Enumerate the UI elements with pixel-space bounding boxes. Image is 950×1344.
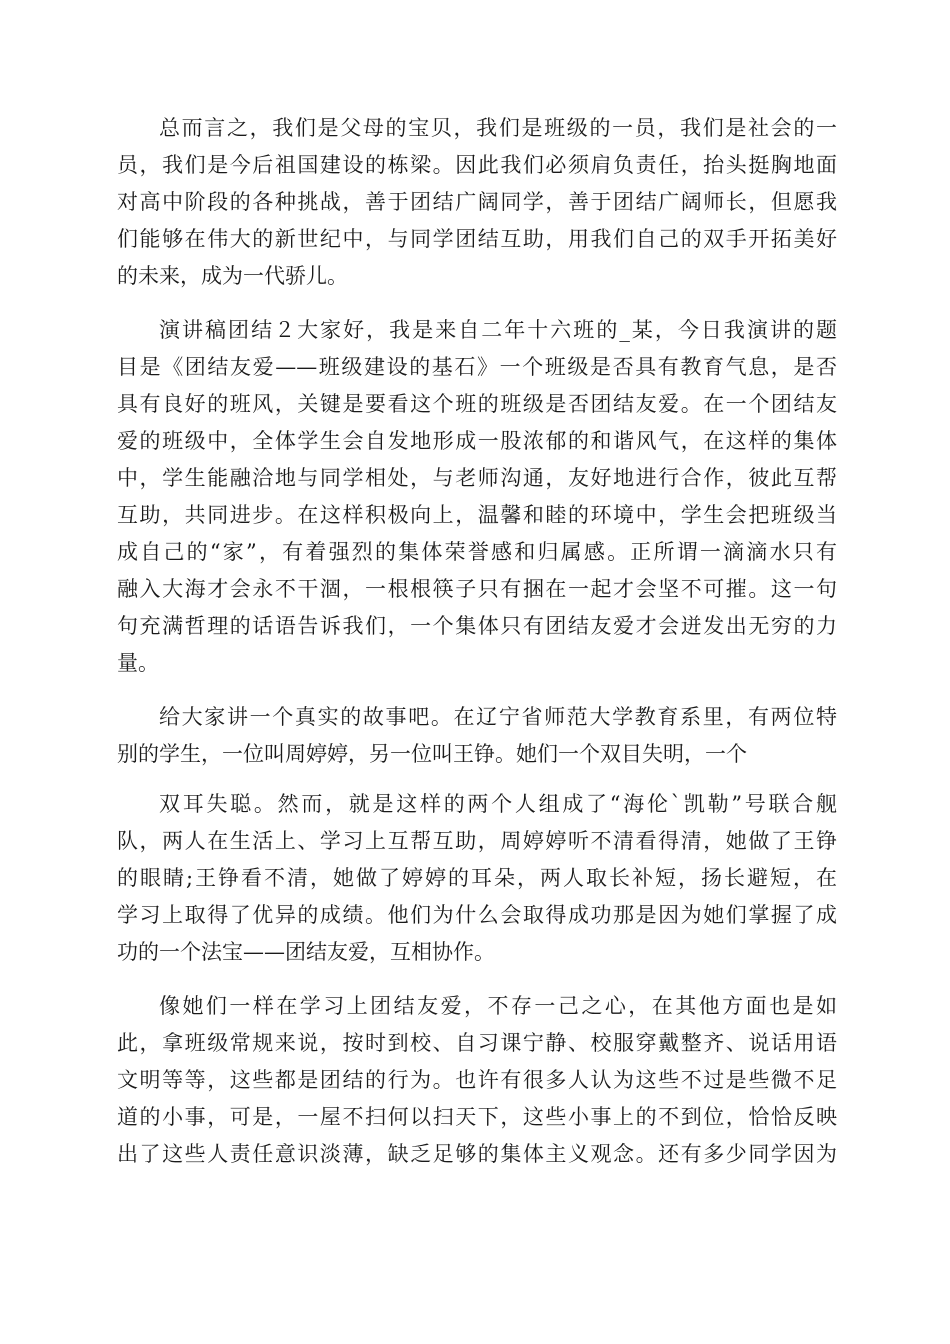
text-line: 对高中阶段的各种挑战，善于团结广阔同学，善于团结广阔师长，但愿我 — [117, 190, 837, 214]
document-page — [117, 110, 837, 1173]
text-line: 的未来，成为一代骄儿。 — [117, 264, 348, 288]
text-line: 员，我们是今后祖国建设的栋梁。因此我们必须肩负责任，抬头挺胸地面 — [117, 153, 837, 177]
text-line: 文明等等，这些都是团结的行为。也许有很多人认为这些不过是些微不足 — [117, 1068, 837, 1092]
text-line: 演讲稿团结２大家好，我是来自二年十六班的_某，今日我演讲的题 — [159, 318, 837, 342]
text-line: 队，两人在生活上、学习上互帮互助，周婷婷听不清看得清，她做了王铮 — [117, 829, 837, 853]
paragraph-gap — [117, 773, 837, 786]
text-line: 融入大海才会永不干涸，一根根筷子只有捆在一起才会坚不可摧。这一句 — [117, 577, 837, 601]
text-line: 具有良好的班风，关键是要看这个班的班级是否团结友爱。在一个团结友 — [117, 392, 837, 416]
text-line: 双耳失聪。然而，就是这样的两个人组成了“海伦`凯勒”号联合舰 — [159, 792, 837, 816]
text-line: 给大家讲一个真实的故事吧。在辽宁省师范大学教育系里，有两位特 — [159, 705, 837, 729]
paragraph-story-continued — [117, 786, 837, 971]
text-line: 句充满哲理的话语告诉我们，一个集体只有团结友爱才会迸发出无穷的力 — [117, 614, 837, 638]
paragraph-gap — [117, 295, 837, 312]
paragraph-gap — [117, 971, 837, 988]
text-line: 中，学生能融洽地与同学相处，与老师沟通，友好地进行合作，彼此互帮 — [117, 466, 837, 490]
text-line: 出了这些人责任意识淡薄，缺乏足够的集体主义观念。还有多少同学因为 — [117, 1142, 837, 1166]
text-line: 的眼睛;王铮看不清，她做了婷婷的耳朵，两人取长补短，扬长避短，在 — [117, 866, 837, 890]
text-line: 量。 — [117, 651, 159, 675]
text-line: 目是《团结友爱——班级建设的基石》一个班级是否具有教育气息，是否 — [117, 355, 837, 379]
paragraph-gap — [117, 682, 837, 699]
text-line: 学习上取得了优异的成绩。他们为什么会取得成功那是因为她们掌握了成 — [117, 903, 837, 927]
paragraph-speech-intro — [117, 312, 837, 682]
text-line: 互助，共同进步。在这样积极向上，温馨和睦的环境中，学生会把班级当 — [117, 503, 837, 527]
text-line: 像她们一样在学习上团结友爱，不存一己之心，在其他方面也是如 — [159, 994, 837, 1018]
text-line: 爱的班级中，全体学生会自发地形成一股浓郁的和谐风气，在这样的集体 — [117, 429, 837, 453]
text-line: 成自己的“家”，有着强烈的集体荣誉感和归属感。正所谓一滴滴水只有 — [117, 540, 837, 564]
text-line: 道的小事，可是，一屋不扫何以扫天下，这些小事上的不到位，恰恰反映 — [117, 1105, 837, 1129]
paragraph-conclusion — [117, 110, 837, 295]
text-line: 们能够在伟大的新世纪中，与同学团结互助，用我们自己的双手开拓美好 — [117, 227, 837, 251]
text-line: 功的一个法宝——团结友爱，互相协作。 — [117, 940, 495, 964]
paragraph-story — [117, 699, 837, 773]
text-line: 总而言之，我们是父母的宝贝，我们是班级的一员，我们是社会的一 — [159, 116, 837, 140]
text-line: 此，拿班级常规来说，按时到校、自习课宁静、校服穿戴整齐、说话用语 — [117, 1031, 837, 1055]
paragraph-unity-in-study — [117, 988, 837, 1173]
text-line: 别的学生，一位叫周婷婷，另一位叫王铮。她们一个双目失明，一个 — [117, 742, 747, 766]
